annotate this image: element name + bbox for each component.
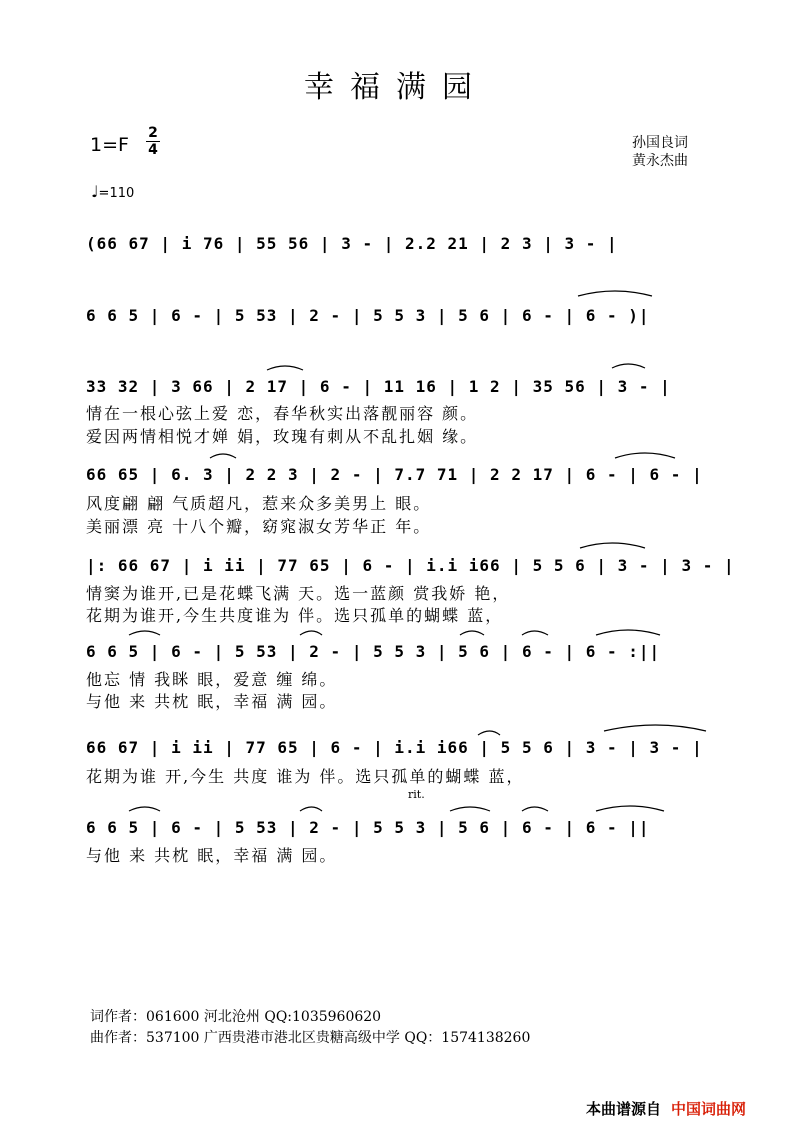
source-label: 本曲谱源自 (586, 1100, 662, 1118)
notation-line-8: 6 6 5 | 6 - | 5 53 | 2 - | 5 5 3 | 5 6 | 6 - | 6 - || (86, 818, 650, 837)
lyric-line-6-verse-2: 与他 来 共枕 眠，幸福 满 园。 (86, 692, 338, 711)
lyricist-info: 词作者：061600 河北沧州 QQ:1035960620 (90, 1009, 382, 1025)
notation-line-6: 6 6 5 | 6 - | 5 53 | 2 - | 5 5 3 | 5 6 | 6 - | 6 - :|| (86, 642, 661, 661)
time-signature-bottom: 4 (148, 142, 158, 158)
notation-line-7: 66 67 | i ii | 77 65 | 6 - | i.i i66 | 5 5 6 | 3 - | 3 - | (86, 738, 703, 757)
notation-line-2: 6 6 5 | 6 - | 5 53 | 2 - | 5 5 3 | 5 6 | 6 - | 6 - )| (86, 306, 650, 325)
notation-line-3: 33 32 | 3 66 | 2 17 | 6 - | 11 16 | 1 2 | 35 56 | 3 - | (86, 377, 671, 396)
quarter-note-icon: ♩ (91, 182, 99, 201)
time-signature-top: 2 (148, 125, 158, 141)
lyric-line-8: 与他 来 共枕 眠，幸福 满 园。 (86, 846, 338, 865)
notation-line-1: (66 67 | i 76 | 55 56 | 3 - | 2.2 21 | 2 3 | 3 - | (86, 234, 618, 253)
lyric-line-4-verse-1: 风度翩 翩 气质超凡，惹来众多美男上 眼。 (86, 494, 432, 513)
composer: 黄永杰曲 (632, 153, 688, 169)
lyric-line-3-verse-1: 情在一根心弦上爱 恋，春华秋实出落靓丽容 颜。 (86, 404, 479, 423)
ritardando-marking: rit. (408, 788, 425, 801)
lyric-line-5-verse-2: 花期为谁开,今生共度谁为 伴。选只孤单的蝴蝶 蓝， (86, 606, 504, 625)
lyric-line-4-verse-2: 美丽漂 亮 十八个瓣，窈窕淑女芳华正 年。 (86, 517, 432, 536)
notation-line-4: 66 65 | 6. 3 | 2 2 3 | 2 - | 7.7 71 | 2 2 17 | 6 - | 6 - | (86, 465, 703, 484)
lyricist: 孙国良词 (632, 135, 688, 151)
source-site-link[interactable]: 中国词曲网 (671, 1100, 747, 1118)
lyric-line-3-verse-2: 爱因两情相悦才婵 娟，玫瑰有刺从不乱扎姻 缘。 (86, 427, 479, 446)
song-title: 幸福满园 (304, 70, 488, 105)
source-credit (586, 1098, 746, 1119)
lyric-line-6-verse-1: 他忘 情 我眯 眼，爱意 缠 绵。 (86, 670, 338, 689)
tempo-value: =110 (98, 186, 135, 201)
notation-line-5: |: 66 67 | i ii | 77 65 | 6 - | i.i i66 | 5 5 6 | 3 - | 3 - | (86, 556, 735, 575)
lyric-line-5-verse-1: 情窦为谁开,已是花蝶飞满 天。选一蓝颜 赏我娇 艳， (86, 584, 511, 603)
composer-info: 曲作者：537100 广西贵港市港北区贵糖高级中学 QQ：1574138260 (90, 1030, 531, 1046)
key-signature: 1=F (90, 134, 129, 156)
lyric-line-7: 花期为谁 开,今生 共度 谁为 伴。选只孤单的蝴蝶 蓝， (86, 767, 525, 786)
